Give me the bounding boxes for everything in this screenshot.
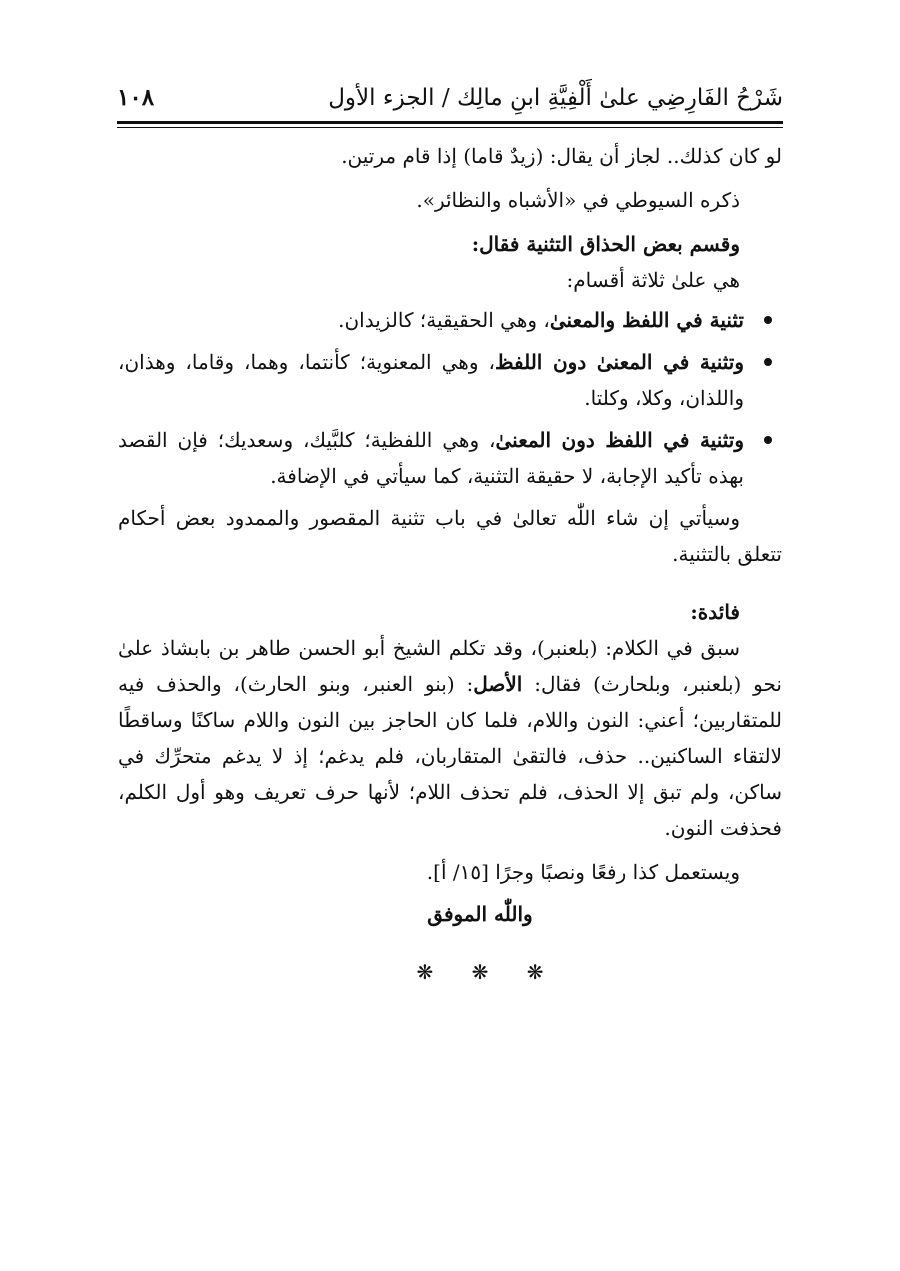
bullet-term: وتثنية في اللفظ دون المعنىٰ: [495, 428, 744, 452]
paragraph-1: لو كان كذلك.. لجاز أن يقال: (زيدٌ قاما) إذا قام مرتين.: [341, 144, 782, 168]
paragraph-6: [118, 630, 782, 846]
closing-phrase: واللّٰه الموفق: [427, 902, 533, 926]
bullet-text: ، وهي اللفظية؛ كلبَّيك، وسعديك؛ فإن القصد بهذه تأكيد الإجابة، لا حقيقة التثنية، كما سيأتي في الإضافة.: [118, 428, 744, 488]
star-icon: ❋: [526, 960, 544, 984]
section-separator: [118, 954, 782, 990]
page-body: [118, 138, 782, 990]
star-icon: ❋: [416, 960, 434, 984]
running-header: [117, 78, 783, 118]
header-rule-thin: [117, 127, 783, 128]
paragraph-6-end: : (بنو العنبر، وبنو الحارث)، والحذف فيه للمتقاربين؛ أعني: النون واللام، فلما كان الحاجز بين النون واللام ساكنًا وساقطًا لالتقاء الساكنين.. حذف، فالتقىٰ المتقاربان، فلم يدغم؛ إذ لا يدغم متحرِّك في ساكن، ولم تبق إلا الحذف، فلم تحذف اللام؛ لأنها حرف تعريف وهو أول الكلم، فحذفت النون.: [118, 672, 783, 840]
paragraph-5: وسيأتي إن شاء اللّٰه تعالىٰ في باب تثنية المقصور والممدود بعض أحكام تتعلق بالتثنية.: [118, 506, 782, 566]
paragraph-7: ويستعمل كذا رفعًا ونصبًا وجرًا [١٥/ أ].: [426, 860, 740, 884]
header-rule-thick: [117, 121, 783, 124]
bullet-icon: [764, 436, 772, 444]
paragraph-6-term: الأصل: [473, 672, 523, 696]
paragraph-2: ذكره السيوطي في «الأشباه والنظائر».: [416, 188, 740, 212]
bullet-list: [118, 302, 782, 494]
header-title: شَرْحُ الفَارِضِي علىٰ أَلْفِيَّةِ ابنِ مالِك / الجزء الأول: [328, 85, 783, 111]
faida-heading: فائدة:: [690, 600, 740, 624]
section-heading: وقسم بعض الحذاق التثنية فقال:: [471, 232, 740, 256]
bullet-term: تثنية في اللفظ والمعنىٰ: [549, 308, 744, 332]
paragraph-6-start: سبق في الكلام: (بلعنبر)، وقد تكلم الشيخ أبو الحسن طاهر بن بابشاذ علىٰ نحو (بلعنبر، وبلحارث) فقال:: [118, 636, 782, 696]
bullet-term: وتثنية في المعنىٰ دون اللفظ: [494, 350, 744, 374]
bullet-text: ، وهي المعنوية؛ كأنتما، وهما، وقاما، وهذان، واللذان، وكلا، وكلتا.: [118, 350, 744, 410]
star-icon: ❋: [471, 960, 489, 984]
page-number: ١٠٨: [117, 84, 155, 111]
list-item: [118, 422, 782, 494]
list-item: [118, 344, 782, 416]
paragraph-4: هي علىٰ ثلاثة أقسام:: [566, 268, 740, 292]
list-item: [118, 302, 782, 338]
bullet-icon: [764, 316, 772, 324]
bullet-icon: [764, 358, 772, 366]
bullet-text: ، وهي الحقيقية؛ كالزيدان.: [338, 308, 550, 332]
